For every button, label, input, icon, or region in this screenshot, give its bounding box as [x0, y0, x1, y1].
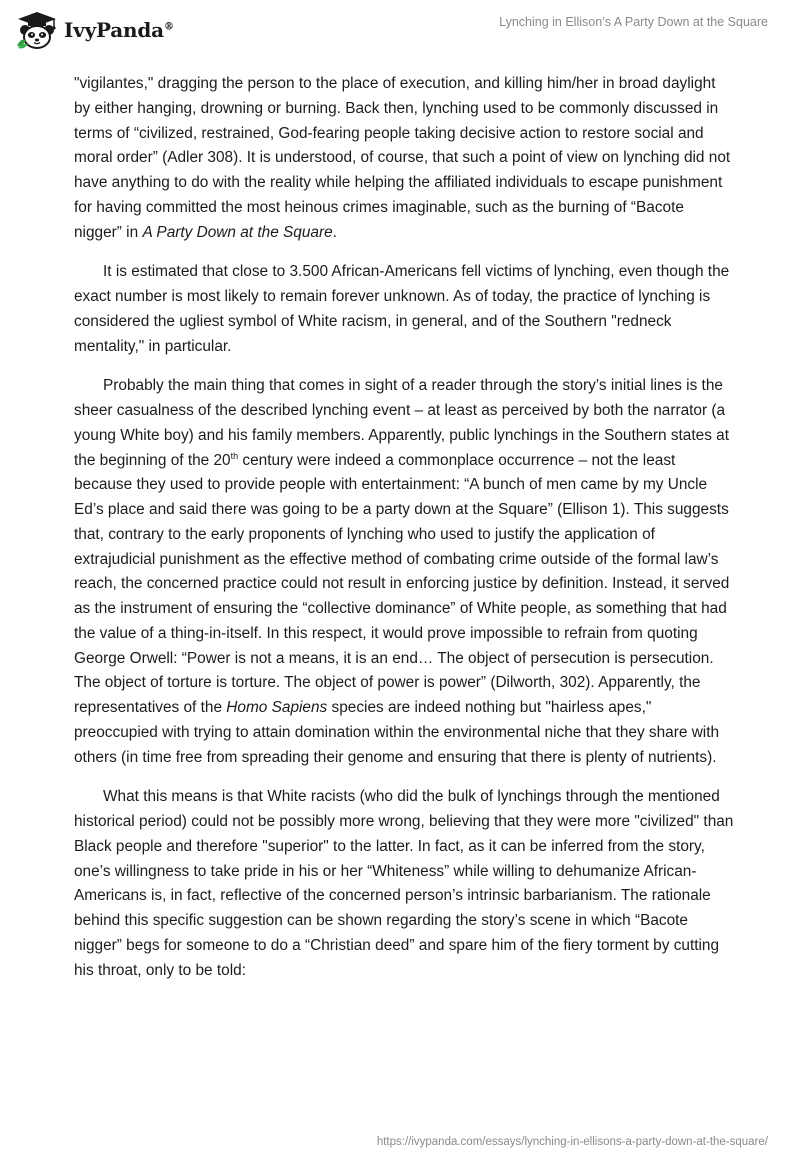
paragraph-text: century were indeed a commonplace occurrence – not the least because they used to provide people with entertainment: “A bunch of men came by my Uncle Ed’s place and said there was going to be a party down at the Square” (Ellison 1). This suggests that, contrary to the early proponents of lynching who used to justify the application of extrajudicial punishment as the effective method of combating crime outside of the formal law’s reach, the concerned practice could not result in enforcing justice by definition. Instead, it served as the instrument of ensuring the “collective dominance” of White people, as something that had the value of a thing-in-itself. In this respect, it would prove impossible to refrain from quoting George Orwell: “Power is not a means, it is an end… The object of persecution is persecution. The object of torture is torture. The object of power is power” (Dilworth, 302). Apparently, the representatives of the — [74, 451, 730, 716]
source-url[interactable]: https://ivypanda.com/essays/lynching-in-ellisons-a-party-down-at-the-square/ — [376, 1136, 768, 1148]
essay-paragraph — [74, 260, 734, 359]
page-header — [0, 0, 800, 60]
essay-paragraph — [74, 785, 734, 983]
superscript-text: th — [230, 450, 239, 461]
italic-text: Homo Sapiens — [226, 699, 328, 716]
paragraph-text: It is estimated that close to 3.500 African-Americans fell victims of lynching, even though the exact number is most likely to remain forever unknown. As of today, the practice of lynching is considered the ugliest symbol of White racism, in general, and of the Southern "redneck mentality," in particular. — [74, 263, 730, 355]
paragraph-text: "vigilantes," dragging the person to the place of execution, and killing him/her in broad daylight by either hanging, drowning or burning. Back then, lynching used to be commonly discussed in terms of “civilized, restrained, God-fearing people taking decisive action to restore social and moral order” (Adler 308). It is understood, of course, that such a point of view on lynching did not have anything to do with the reality while helping the affiliated individuals to escape punishment for having committed the most heinous crimes imaginable, such as the burning of “Bacote nigger” in — [74, 75, 731, 241]
paragraph-text: species are indeed nothing but "hairless apes," preoccupied with trying to attain domination within the environmental niche that they share with others (in time free from spreading their genome and ensuring that there is plenty of nutrients). — [74, 699, 720, 766]
document-title: Lynching in Ellison’s A Party Down at the Square — [499, 15, 768, 29]
panda-graduation-cap-icon — [14, 10, 60, 50]
paragraph-text: Probably the main thing that comes in sight of a reader through the story’s initial lines is the sheer casualness of the described lynching event – at least as perceived by both the narrator (a young White boy) and his family members. Apparently, public lynchings in the Southern states at the beginning of the 20 — [74, 377, 730, 469]
brand-logo[interactable] — [14, 10, 174, 50]
italic-text: A Party Down at the Square — [142, 223, 333, 241]
paragraph-text: . — [332, 223, 337, 241]
essay-paragraph — [74, 72, 734, 245]
essay-body — [74, 72, 734, 998]
paragraph-text: What this means is that White racists (who did the bulk of lynchings through the mentioned historical period) could not be possibly more wrong, believing that they were more "civilized" than Black people and therefore "superior" to the latter. In fact, as it can be inferred from the story, one’s willingness to take pride in his or her “Whiteness” while willing to dehumanize African-Americans is, in fact, reflective of the concerned person’s intrinsic barbarianism. The rationale behind this specific suggestion can be shown regarding the story’s scene in which “Bacote nigger” begs for someone to do a “Christian deed” and spare him of the fiery torment by cutting his throat, only to be told: — [74, 788, 734, 979]
essay-paragraph — [74, 374, 734, 770]
brand-name: IvyPanda® — [64, 18, 174, 42]
